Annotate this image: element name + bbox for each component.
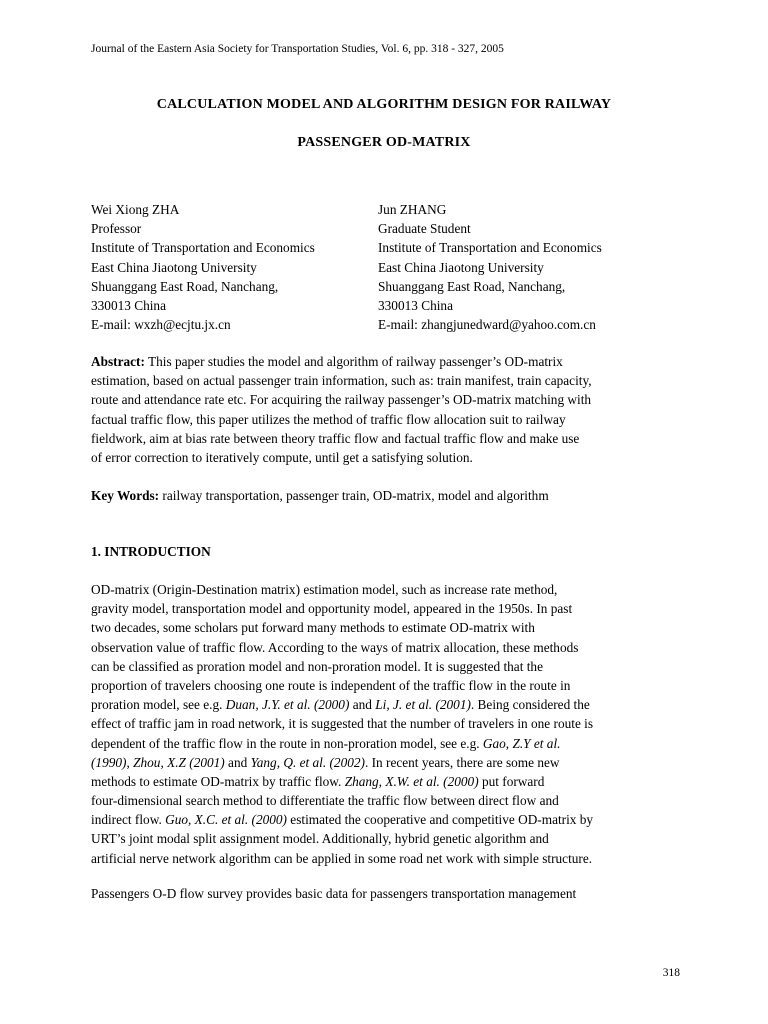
author-1	[91, 200, 315, 334]
abstract-line: estimation, based on actual passenger train information, such as: train manifest, train capacity,	[91, 373, 592, 389]
author-postal: 330013 China	[91, 297, 166, 313]
citation: Guo, X.C. et al. (2000)	[165, 812, 287, 828]
citation: Yang, Q. et al. (2002)	[250, 754, 365, 770]
author-institute: Institute of Transportation and Economics	[91, 240, 315, 256]
paper-title-line-2: PASSENGER OD-MATRIX	[297, 135, 471, 150]
author-university: East China Jiaotong University	[91, 259, 257, 275]
abstract-line: route and attendance rate etc. For acquiring the railway passenger’s OD-matrix matching with	[91, 392, 592, 408]
citation: Gao, Z.Y et al.	[482, 735, 561, 751]
abstract	[91, 352, 681, 467]
paper-title-line-1: CALCULATION MODEL AND ALGORITHM DESIGN FOR RAILWAY	[156, 97, 612, 112]
keywords-label: Key Words:	[91, 488, 160, 503]
author-address: Shuanggang East Road, Nanchang,	[378, 278, 566, 294]
keywords-text: railway transportation, passenger train, OD-matrix, model and algorithm	[159, 488, 549, 503]
abstract-line: factual traffic flow, this paper utilizes the method of traffic flow allocation suit to railway	[91, 411, 566, 427]
paragraph: Passengers O-D flow survey provides basic data for passengers transportation management	[91, 886, 577, 901]
journal-header: Journal of the Eastern Asia Society for Transportation Studies, Vol. 6, pp. 318 - 327, 2005	[91, 43, 504, 55]
page-number: 318	[662, 967, 680, 979]
section-heading-introduction: 1. INTRODUCTION	[91, 544, 211, 559]
introduction-paragraph: OD-matrix (Origin-Destination matrix) estimation model, such as increase rate method, gravity model, transportation model and opportunity model, appeared in the 1950s. In past two decades, some scholars put forward many methods to estimate OD-matrix with observation value of traffic flow. According to the ways of matrix allocation, these methods can be classified as proration model and non-proration model. It is suggested that the proportion of travelers choosing one route is independent of the traffic flow in the route in proration model, see e.g. Duan, J.Y. et al. (2000) and Li, J. et al. (2001). Being considered the effect of traffic jam in road network, it is suggested that the number of travelers in one route is dependent of the traffic flow in the route in non-proration model, see e.g. Gao, Z.Y et al. (1990), Zhou, X.Z (2001) and Yang, Q. et al. (2002). In recent years, there are some new methods to estimate OD-matrix by traffic flow. Zhang, X.W. et al. (2000) put forward four-dimensional search method to differentiate the traffic flow between direct flow and indirect flow. Guo, X.C. et al. (2000) estimated the cooperative and competitive OD-matrix by URT’s joint modal split assignment model. Additionally, hybrid genetic algorithm and artificial nerve network algorithm can be applied in some road net work with simple structure.	[91, 582, 594, 866]
abstract-line: Abstract: This paper studies the model and algorithm of railway passenger’s OD-matrix	[91, 354, 563, 369]
citation: (1990)	[91, 754, 127, 770]
abstract-line: of error correction to iteratively compute, until get a satisfying solution.	[91, 449, 473, 465]
author-institute: Institute of Transportation and Economics	[378, 240, 602, 256]
author-2	[378, 200, 602, 334]
citation: Zhou, X.Z (2001)	[133, 754, 225, 770]
author-position: Professor	[91, 221, 142, 237]
author-email: E-mail: wxzh@ecjtu.jx.cn	[91, 317, 231, 333]
citation: Zhang, X.W. et al. (2000)	[344, 773, 479, 789]
author-position: Graduate Student	[378, 221, 471, 237]
author-university: East China Jiaotong University	[378, 259, 544, 275]
abstract-line: fieldwork, aim at bias rate between theory traffic flow and factual traffic flow and make use	[91, 430, 580, 446]
author-email: E-mail: zhangjunedward@yahoo.com.cn	[378, 317, 596, 333]
author-postal: 330013 China	[378, 297, 453, 313]
author-name: Jun ZHANG	[378, 202, 447, 217]
author-address: Shuanggang East Road, Nanchang,	[91, 278, 279, 294]
abstract-label: Abstract:	[91, 354, 145, 369]
citation: Duan, J.Y. et al. (2000)	[225, 697, 350, 713]
author-name: Wei Xiong ZHA	[91, 202, 180, 217]
keywords	[91, 486, 681, 505]
citation: Li, J. et al. (2001)	[375, 697, 471, 713]
